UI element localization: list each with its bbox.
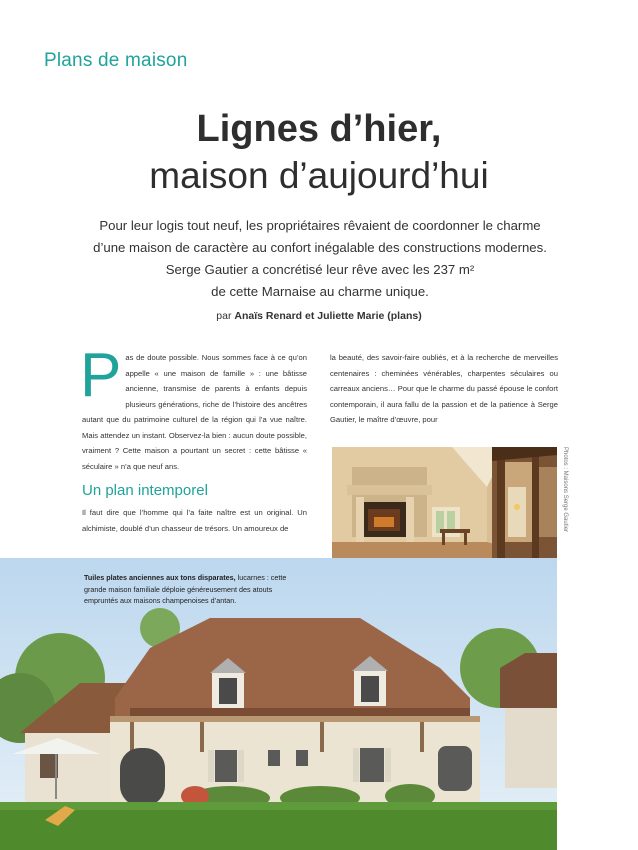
article-subhead: Un plan intemporel [82,482,208,499]
byline-prefix: par [216,310,232,322]
intro-line: d’une maison de caractère au confort inégalable des constructions modernes. [93,240,547,255]
photo-caption-text: lucarnes : cette grande maison familiale déploie généreusement des atouts empruntés aux maisons champenoises d’antan. [84,573,287,605]
title-line-1-text: Lignes d’hier, [196,108,442,150]
article-column-right: la beauté, des savoir-faire oubliés, et à la recherche de merveilles centenaires : cheminées vénérables, charpentes séculaires ou carreaux anciens… Pour que le charme du passé épouse le confort contemporain, il aura fallu de la passion et de la patience à Serge Gautier, le maître d’œuvre, pour [330,353,558,424]
article-paragraph: as de doute possible. Nous sommes face à ce qu’on appelle « une maison de famille » : une bâtisse ancienne, transmise de parents à enfants depuis plusieurs générations, riche de l’histoire des ancêtres autant que du patrimoine culturel de la région qui l’a vue naître. Mais attendez un instant. Observez-la bien : aucun doute possible, vraiment ? Cette maison a pourtant un secret : cette bâtisse « séculaire » n’a que neuf ans. [82,353,307,471]
intro-line: Serge Gautier a concrétisé leur rêve avec les 237 m² [165,262,475,277]
intro-line: de cette Marnaise au charme unique. [211,284,429,299]
drop-cap: P [80,341,122,410]
photo-caption-bold: Tuiles plates anciennes aux tons disparates, [84,573,236,582]
section-label: Plans de maison [44,50,188,71]
interior-photo-image [332,447,557,562]
photo-credit [556,447,568,562]
photo-caption [84,572,304,607]
byline-authors: Anaïs Renard et Juliette Marie (plans) [234,310,422,322]
interior-photo [332,447,557,562]
intro-line: Pour leur logis tout neuf, les propriétaires rêvaient de coordonner le charme [99,218,541,233]
photo-credit-text: Photos : Maisons Serge Gautier [562,447,568,533]
title-line-1 [0,108,638,151]
intro-paragraph [70,215,570,303]
article-column-left [80,341,307,474]
title-line-2: maison d’aujourd’hui [149,155,489,196]
byline [0,310,638,322]
article-paragraph: Il faut dire que l’homme qui l’a faite naître est un original. Un alchimiste, doublé d’un chasseur de trésors. Un amoureux de [82,508,307,533]
